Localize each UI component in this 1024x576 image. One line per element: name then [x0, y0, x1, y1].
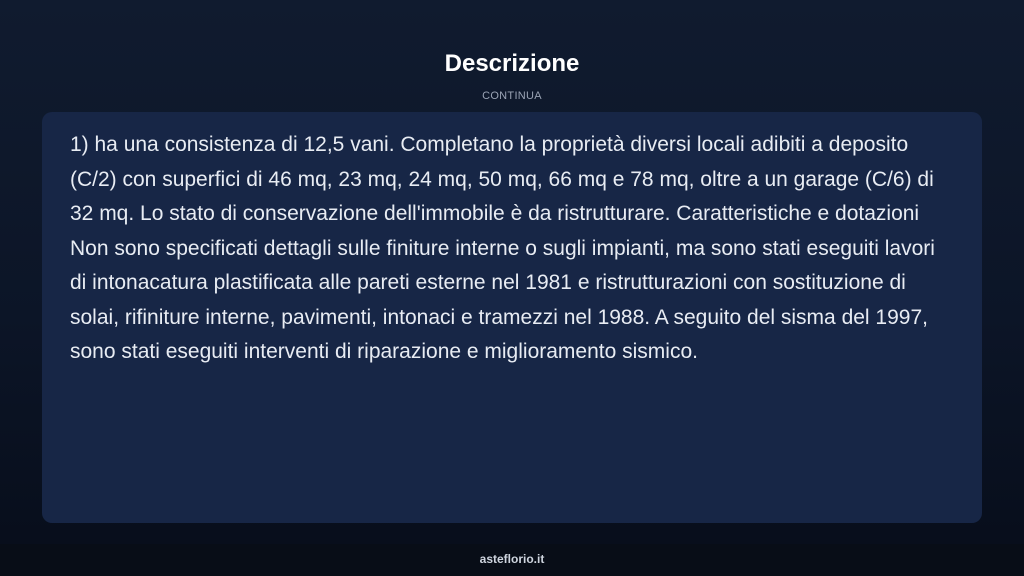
continua-label: CONTINUA	[482, 90, 542, 102]
page-title: Descrizione	[444, 50, 580, 77]
description-text: 1) ha una consistenza di 12,5 vani. Completano la proprietà diversi locali adibiti a deposito (C/2) con superfici di 46 mq, 23 mq, 24 mq, 50 mq, 66 mq e 78 mq, oltre a un garage (C/6) di 32 mq. Lo stato di conservazione dell'immobile è da ristrutturare. Caratteristiche e dotazioni Non sono specificati dettagli sulle finiture interne o sugli impianti, ma sono stati eseguiti lavori di intonacatura plastificata alle pareti esterne nel 1981 e ristrutturazioni con sostituzione di solai, rifiniture interne, pavimenti, intonaci e tramezzi nel 1988. A seguito del sisma del 1997, sono stati eseguiti interventi di riparazione e miglioramento sismico.	[70, 133, 935, 363]
footer-brand: asteflorio.it	[479, 552, 545, 566]
description-panel	[42, 112, 982, 523]
